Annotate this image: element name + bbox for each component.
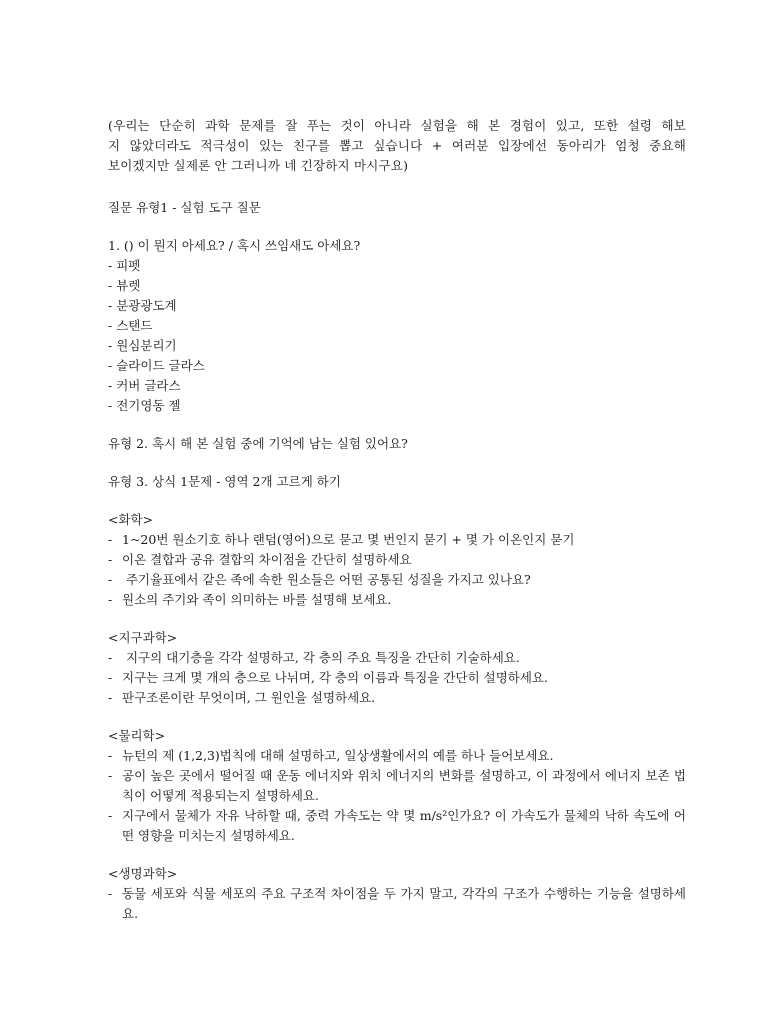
type1-title: 질문 유형1 - 실험 도구 질문 [108, 200, 261, 215]
chemistry-section [108, 510, 686, 610]
intro-paragraph [108, 116, 686, 176]
type3-title: 유형 3. 상식 1문제 - 영역 2개 고르게 하기 [108, 474, 341, 489]
list-item: - 전기영동 젤 [108, 398, 181, 413]
list-item: - 뉴턴의 제 (1,2,3)법칙에 대해 설명하고, 일상생활에서의 예를 하나 들어보세요. [108, 748, 554, 763]
earth-science-section [108, 628, 686, 708]
list-item: - 주기율표에서 같은 족에 속한 원소들은 어떤 공통된 성질을 가지고 있나요? [108, 572, 531, 587]
intro-line: (우리는 단순히 과학 문제를 잘 푸는 것이 아니라 실험을 해 본 경험이 있고, 또한 설령 해보 [108, 118, 686, 133]
list-item: - 슬라이드 글라스 [108, 358, 205, 373]
section-label: <물리학> [108, 728, 166, 743]
intro-line: 보이겠지만 실제론 안 그러니까 네 긴장하지 마시구요) [108, 158, 409, 173]
section-label: <화학> [108, 512, 154, 527]
type2-title: 유형 2. 혹시 해 본 실험 중에 기억에 남는 실험 있어요? [108, 436, 408, 451]
list-item: - 원소의 주기와 족이 의미하는 바를 설명해 보세요. [108, 592, 392, 607]
list-item: - 이온 결합과 공유 결합의 차이점을 간단히 설명하세요 [108, 552, 412, 567]
section-label: <생명과학> [108, 866, 178, 881]
instrument-question [108, 236, 686, 416]
list-item: - 지구의 대기층을 각각 설명하고, 각 층의 주요 특징을 간단히 기술하세요. [108, 650, 520, 665]
list-item: - 동물 세포와 식물 세포의 주요 구조적 차이점을 두 가지 말고, 각각의 구조가 수행하는 기능을 설명하세요. [108, 886, 686, 921]
list-item: - 스탠드 [108, 318, 153, 333]
type1-question: 1. () 이 뭔지 아세요? / 혹시 쓰임새도 아세요? [108, 238, 361, 253]
list-item: - 1~20번 원소기호 하나 랜덤(영어)으로 묻고 몇 번인지 묻기 + 몇 가 이온인지 묻기 [108, 532, 575, 547]
list-item: - 지구에서 물체가 자유 낙하할 때, 중력 가속도는 약 몇 m/s²인가요? 이 가속도가 물체의 낙하 속도에 어떤 영향을 미치는지 설명하세요. [108, 808, 686, 843]
document-body [108, 116, 686, 924]
list-item: - 지구는 크게 몇 개의 층으로 나뉘며, 각 층의 이름과 특징을 간단히 설명하세요. [108, 670, 548, 685]
list-item: - 원심분리기 [108, 338, 177, 353]
list-item: - 뷰렛 [108, 278, 141, 293]
list-item: - 커버 글라스 [108, 378, 181, 393]
list-item: - 공이 높은 곳에서 떨어질 때 운동 에너지와 위치 에너지의 변화를 설명하고, 이 과정에서 에너지 보존 법칙이 어떻게 적용되는지 설명하세요. [108, 768, 686, 803]
section-label: <지구과학> [108, 630, 178, 645]
list-item: - 피펫 [108, 258, 141, 273]
biology-section [108, 864, 686, 924]
list-item: - 분광광도계 [108, 298, 177, 313]
intro-line: 지 않았더라도 적극성이 있는 친구를 뽑고 싶습니다 + 여러분 입장에선 동아리가 엄청 중요해 [108, 138, 686, 153]
list-item: - 판구조론이란 무엇이며, 그 원인을 설명하세요. [108, 690, 376, 705]
physics-section [108, 726, 686, 846]
